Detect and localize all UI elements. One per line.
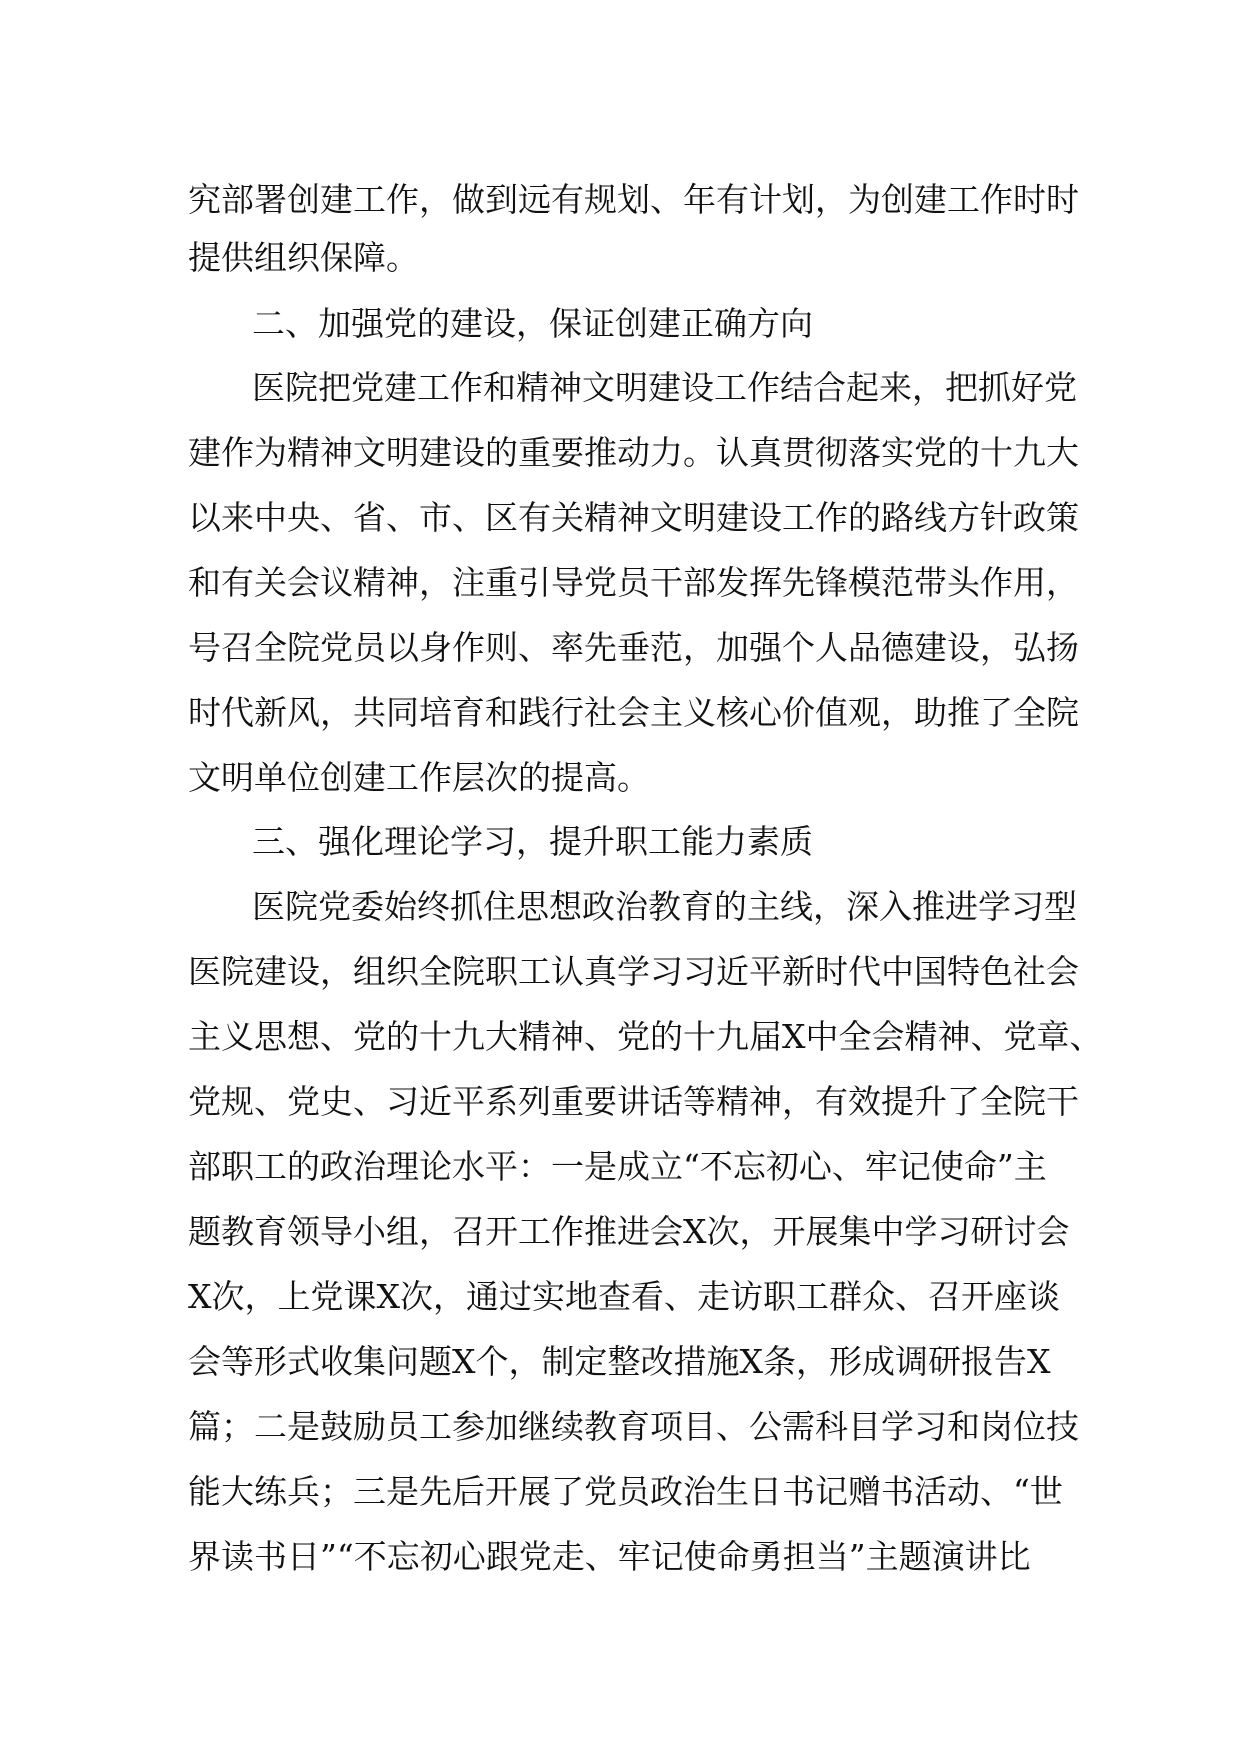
text-line: 时代新风，共同培育和践行社会主义核心价值观，助推了全院 xyxy=(188,693,1079,732)
text-line: 篇；二是鼓励员工参加继续教育项目、公需科目学习和岗位技 xyxy=(188,1407,1079,1446)
section-heading: 二、加强党的建设，保证创建正确方向 xyxy=(252,304,813,343)
text-line: 号召全院党员以身作则、率先垂范，加强个人品德建设，弘扬 xyxy=(188,628,1079,667)
text-line: 党规、党史、习近平系列重要讲话等精神，有效提升了全院干 xyxy=(188,1082,1079,1121)
text-line: 建作为精神文明建设的重要推动力。认真贯彻落实党的十九大 xyxy=(188,433,1079,472)
text-line: 究部署创建工作，做到远有规划、年有计划，为创建工作时时 xyxy=(188,180,1079,219)
text-line: 提供组织保障。 xyxy=(188,238,419,277)
text-line: 文明单位创建工作层次的提高。 xyxy=(188,758,650,797)
text-line: 题教育领导小组，召开工作推进会X次，开展集中学习研讨会 xyxy=(188,1212,1070,1251)
text-line: 主义思想、党的十九大精神、党的十九届X中全会精神、党章、 xyxy=(188,1017,1103,1056)
text-line: 和有关会议精神，注重引导党员干部发挥先锋模范带头作用， xyxy=(188,563,1079,602)
text-line: 会等形式收集问题X个，制定整改措施X条，形成调研报告X xyxy=(188,1342,1051,1381)
text-line: 能大练兵；三是先后开展了党员政治生日书记赠书活动、“世 xyxy=(188,1472,1063,1511)
section-heading: 三、强化理论学习，提升职工能力素质 xyxy=(252,822,813,861)
text-line: 界读书日”“不忘初心跟党走、牢记使命勇担当”主题演讲比 xyxy=(188,1537,1031,1576)
text-line: X次，上党课X次，通过实地查看、走访职工群众、召开座谈 xyxy=(188,1277,1060,1316)
text-line: 医院党委始终抓住思想政治教育的主线，深入推进学习型 xyxy=(252,887,1077,926)
text-line: 部职工的政治理论水平：一是成立“不忘初心、牢记使命”主 xyxy=(188,1147,1047,1186)
text-line: 医院把党建工作和精神文明建设工作结合起来，把抓好党 xyxy=(252,368,1077,407)
text-line: 医院建设，组织全院职工认真学习习近平新时代中国特色社会 xyxy=(188,952,1079,991)
text-line: 以来中央、省、市、区有关精神文明建设工作的路线方针政策 xyxy=(188,498,1079,537)
